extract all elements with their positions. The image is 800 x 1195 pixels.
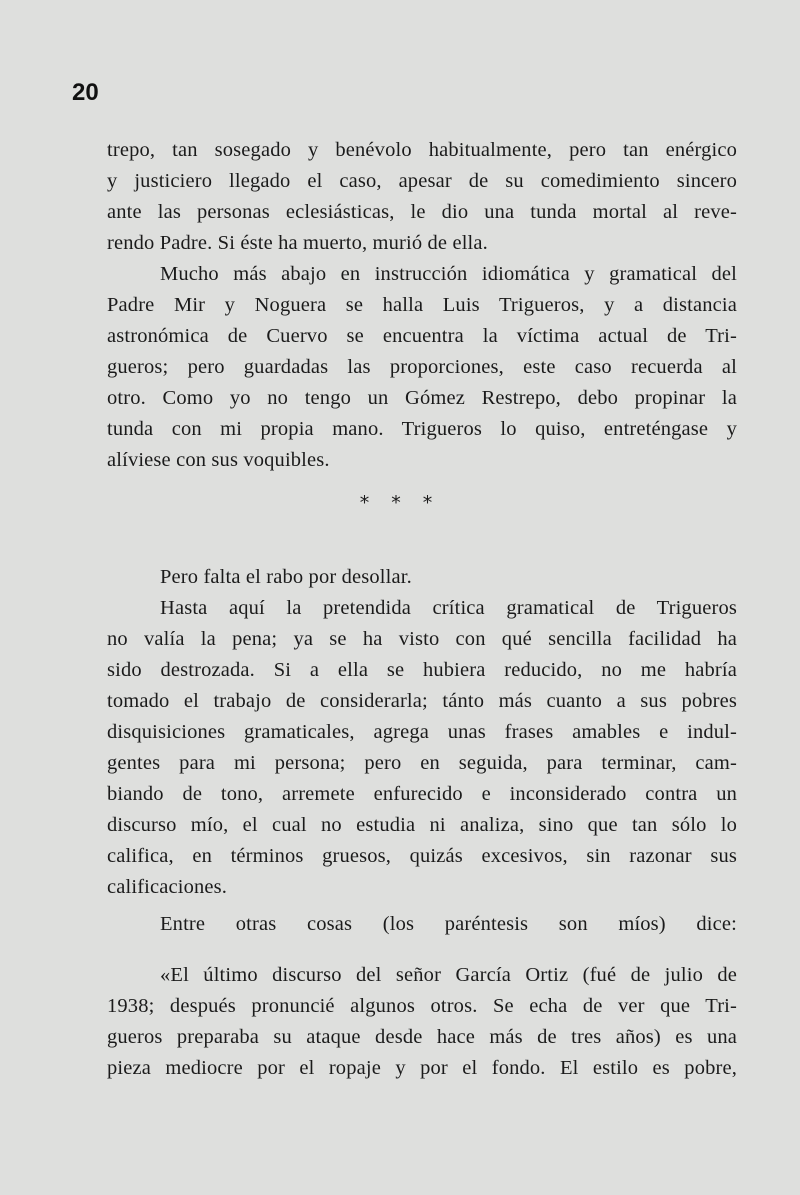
text-line: astronómica de Cuervo se encuentra la víctima actual de Tri- xyxy=(107,325,737,347)
text-line: tunda con mi propia mano. Trigueros lo quiso, entreténgase y xyxy=(107,418,737,440)
text-line: pieza mediocre por el ropaje y por el fondo. El estilo es pobre, xyxy=(107,1057,737,1079)
text-line: no valía la pena; ya se ha visto con qué sencilla facilidad ha xyxy=(107,628,737,650)
text-line: Entre otras cosas (los paréntesis son míos) dice: xyxy=(160,913,737,935)
paragraph-block-2 xyxy=(107,562,737,903)
text-line: 1938; después pronuncié algunos otros. Se echa de ver que Tri- xyxy=(107,995,737,1017)
text-line: biando de tono, arremete enfurecido e inconsiderado contra un xyxy=(107,783,737,805)
text-line: gueros preparaba su ataque desde hace más de tres años) es una xyxy=(107,1026,737,1048)
text-line: Padre Mir y Noguera se halla Luis Trigueros, y a distancia xyxy=(107,294,737,316)
text-line: alíviese con sus voquibles. xyxy=(107,449,330,471)
text-line: Mucho más abajo en instrucción idiomática y gramatical del xyxy=(160,263,737,285)
text-line: ante las personas eclesiásticas, le dio una tunda mortal al reve- xyxy=(107,201,737,223)
text-line: Hasta aquí la pretendida crítica gramatical de Trigueros xyxy=(160,597,737,619)
paragraph-block-4 xyxy=(107,960,737,1084)
text-line: calificaciones. xyxy=(107,876,228,898)
text-line: otro. Como yo no tengo un Gómez Restrepo, debo propinar la xyxy=(107,387,737,409)
section-separator: * * * xyxy=(359,492,441,514)
text-line: tomado el trabajo de considerarla; tánto más cuanto a sus pobres xyxy=(107,690,737,712)
text-line: Pero falta el rabo por desollar. xyxy=(160,566,412,588)
paragraph-block-1 xyxy=(107,135,737,476)
text-line: discurso mío, el cual no estudia ni analiza, sino que tan sólo lo xyxy=(107,814,737,836)
text-line: gentes para mi persona; pero en seguida, para terminar, cam- xyxy=(107,752,737,774)
text-line: gueros; pero guardadas las proporciones, este caso recuerda al xyxy=(107,356,737,378)
text-line: califica, en términos gruesos, quizás excesivos, sin razonar sus xyxy=(107,845,737,867)
paragraph-block-3 xyxy=(107,909,737,940)
text-line: disquisiciones gramaticales, agrega unas frases amables e indul- xyxy=(107,721,737,743)
text-line: sido destrozada. Si a ella se hubiera reducido, no me habría xyxy=(107,659,737,681)
text-line: «El último discurso del señor García Ortiz (fué de julio de xyxy=(160,964,737,986)
text-line: trepo, tan sosegado y benévolo habitualmente, pero tan enérgico xyxy=(107,139,737,161)
page-number: 20 xyxy=(72,79,99,106)
text-line: y justiciero llegado el caso, apesar de su comedimiento sincero xyxy=(107,170,737,192)
text-line: rendo Padre. Si éste ha muerto, murió de ella. xyxy=(107,232,488,254)
